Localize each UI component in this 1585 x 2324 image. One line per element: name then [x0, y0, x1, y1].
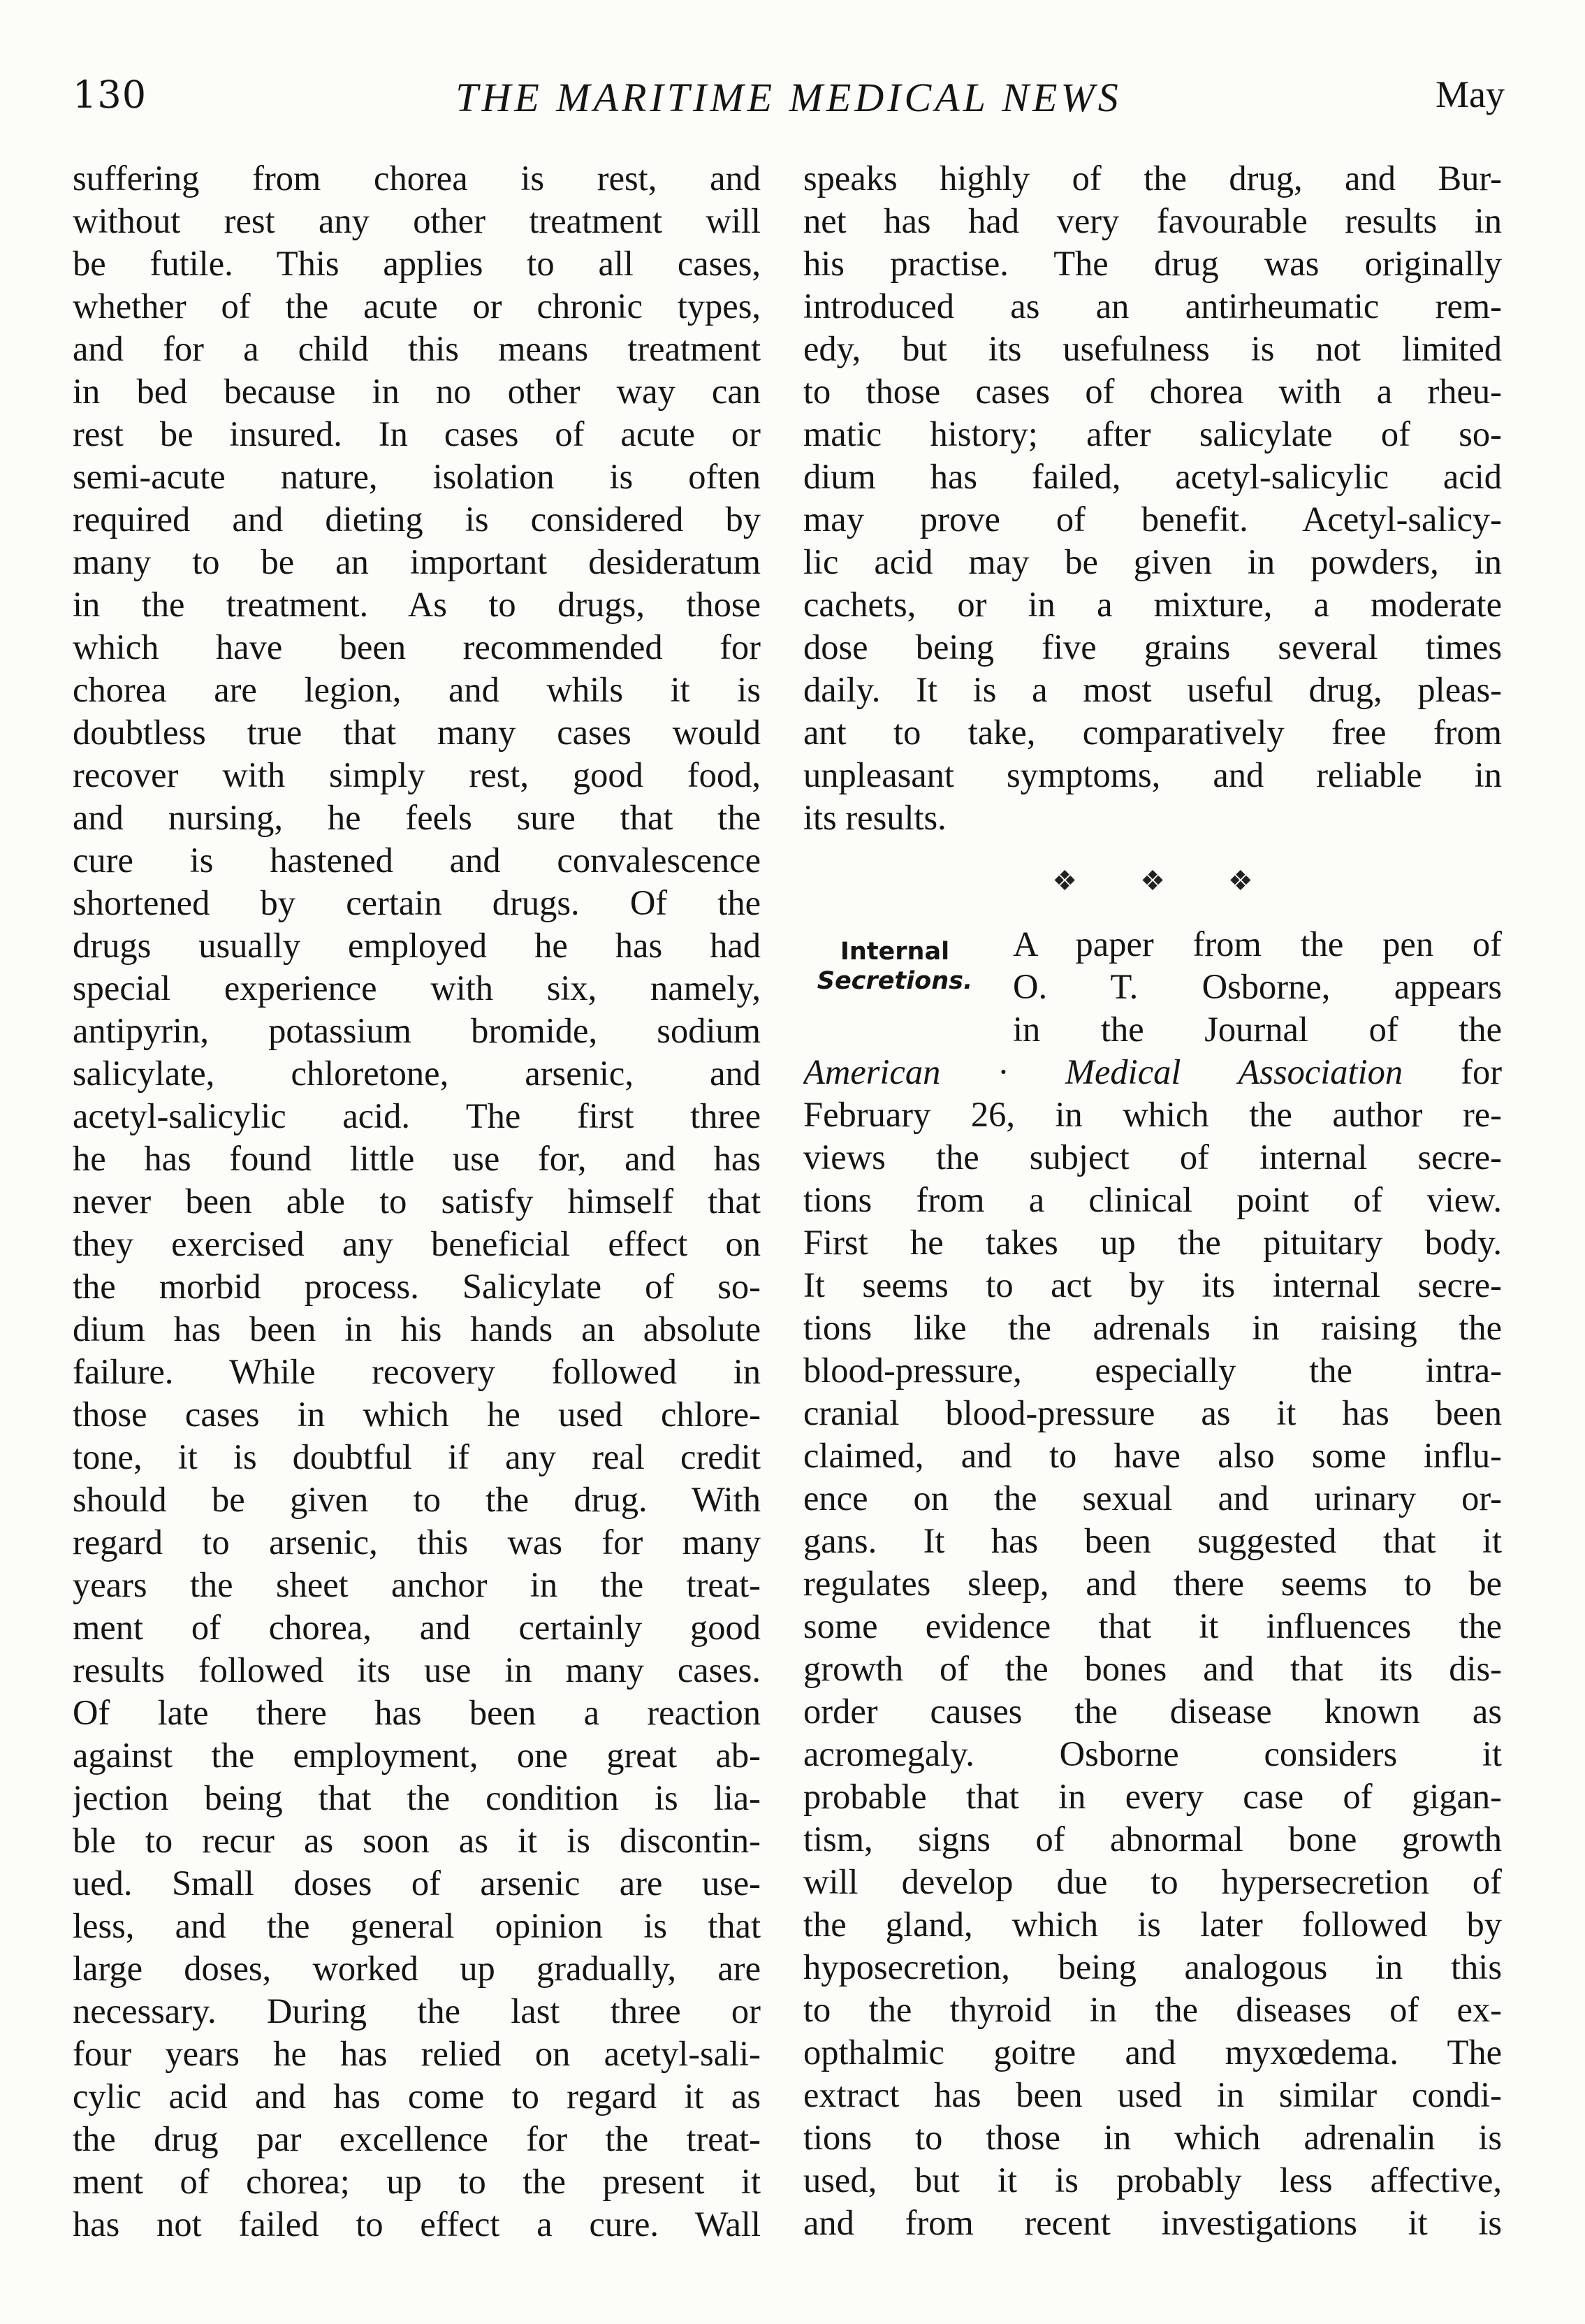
section-body-lines	[803, 1094, 1502, 2244]
text-line: daily. It is a most useful drug, pleas-	[803, 670, 1502, 709]
text-line: ment of chorea, and certainly good	[73, 1608, 761, 1647]
text-line: O. T. Osborne, appears	[1013, 967, 1502, 1006]
text-line: four years he has relied on acetyl-sali-	[73, 2034, 761, 2073]
text-line: cachets, or in a mixture, a moderate	[803, 585, 1502, 624]
text-line: opthalmic goitre and myxœdema. The	[803, 2033, 1502, 2072]
right-column-continuation	[803, 157, 1502, 839]
running-header	[73, 73, 1505, 129]
text-line: chorea are legion, and whils it is	[73, 670, 761, 709]
text-line: the gland, which is later followed by	[803, 1905, 1502, 1944]
text-line: be futile. This applies to all cases,	[73, 244, 761, 283]
text-line: jection being that the condition is lia-	[73, 1778, 761, 1817]
text-line: tions to those in which adrenalin is	[803, 2118, 1502, 2157]
text-line: views the subject of internal secre-	[803, 1138, 1502, 1177]
text-line: failure. While recovery followed in	[73, 1352, 761, 1391]
text-line: his practise. The drug was originally	[803, 244, 1502, 283]
text-line	[803, 1051, 1502, 1094]
text-line: antipyrin, potassium bromide, sodium	[73, 1011, 761, 1050]
text-line: regulates sleep, and there seems to be	[803, 1564, 1502, 1603]
text-line: recover with simply rest, good food,	[73, 755, 761, 794]
text-line: dium has failed, acetyl-salicylic acid	[803, 457, 1502, 496]
page-number: 130	[73, 73, 147, 117]
text-line: large doses, worked up gradually, are	[73, 1949, 761, 1988]
text-line: gans. It has been suggested that it	[803, 1521, 1502, 1560]
text-line: will develop due to hypersecretion of	[803, 1862, 1502, 1901]
text-line: may prove of benefit. Acetyl-salicy-	[803, 500, 1502, 539]
text-line: they exercised any beneficial effect on	[73, 1224, 761, 1263]
issue-month: May	[1436, 73, 1505, 115]
text-line: acetyl-salicylic acid. The first three	[73, 1096, 761, 1135]
text-line: ment of chorea; up to the present it	[73, 2162, 761, 2201]
text-line: tism, signs of abnormal bone growth	[803, 1820, 1502, 1859]
text-line: used, but it is probably less affective,	[803, 2160, 1502, 2200]
text-line: required and dieting is considered by	[73, 500, 761, 539]
journal-title: THE MARITIME MEDICAL NEWS	[455, 75, 1122, 120]
text-line: in the Journal of the	[1013, 1010, 1502, 1049]
text-line: drugs usually employed he has had	[73, 926, 761, 965]
text-line: regard to arsenic, this was for many	[73, 1523, 761, 1562]
text-line: doubtless true that many cases would	[73, 713, 761, 752]
text-line: tone, it is doubtful if any real credit	[73, 1437, 761, 1476]
text-line: introduced as an antirheumatic rem-	[803, 286, 1502, 326]
text-line: dose being five grains several times	[803, 627, 1502, 667]
internal-secretions-section	[803, 923, 1502, 2244]
text-line: speaks highly of the drug, and Bur-	[803, 159, 1502, 198]
text-line: which have been recommended for	[73, 627, 761, 667]
text-line: in the treatment. As to drugs, those	[73, 585, 761, 624]
text-line: to the thyroid in the diseases of ex-	[803, 1990, 1502, 2029]
text-line: lic acid may be given in powders, in	[803, 542, 1502, 581]
text-line: has not failed to effect a cure. Wall	[73, 2205, 761, 2244]
text-line: the morbid process. Salicylate of so-	[73, 1267, 761, 1306]
text-line: without rest any other treatment will	[73, 201, 761, 240]
text-line: growth of the bones and that its dis-	[803, 1649, 1502, 1688]
text-line: acromegaly. Osborne considers it	[803, 1734, 1502, 1773]
text-line: First he takes up the pituitary body.	[803, 1223, 1502, 1262]
text-line: unpleasant symptoms, and reliable in	[803, 755, 1502, 794]
text-line: A paper from the pen of	[1013, 924, 1502, 964]
text-line: ant to take, comparatively free from	[803, 713, 1502, 752]
text-line: cranial blood-pressure as it has been	[803, 1393, 1502, 1432]
text-line: February 26, in which the author re-	[803, 1095, 1502, 1134]
text-line: Of late there has been a reaction	[73, 1693, 761, 1732]
text-line: semi-acute nature, isolation is often	[73, 457, 761, 496]
text-line: tions from a clinical point of view.	[803, 1180, 1502, 1219]
text-line: hyposecretion, being analogous in this	[803, 1947, 1502, 1987]
text-line: tions like the adrenals in raising the	[803, 1308, 1502, 1347]
text-line: should be given to the drug. With	[73, 1480, 761, 1519]
text-line: order causes the disease known as	[803, 1692, 1502, 1731]
text-line: to those cases of chorea with a rheu-	[803, 372, 1502, 411]
text-line: never been able to satisfy himself that	[73, 1182, 761, 1221]
text-line: It seems to act by its internal secre-	[803, 1265, 1502, 1305]
section-sidehead	[803, 937, 986, 996]
sidehead-line-2: Secretions.	[817, 967, 973, 995]
text-line: blood-pressure, especially the intra-	[803, 1351, 1502, 1390]
left-column	[73, 157, 761, 2246]
text-line: probable that in every case of gigan-	[803, 1777, 1502, 1816]
text-line: its results.	[803, 798, 947, 837]
text-line: edy, but its usefulness is not limited	[803, 329, 1502, 368]
text-line: special experience with six, namely,	[73, 968, 761, 1008]
text-line: extract has been used in similar condi-	[803, 2075, 1502, 2114]
text-line: rest be insured. In cases of acute or	[73, 414, 761, 453]
text-line: and for a child this means treatment	[73, 329, 761, 368]
text-line: years the sheet anchor in the treat-	[73, 1565, 761, 1604]
text-line: against the employment, one great ab-	[73, 1736, 761, 1775]
text-line: results followed its use in many cases.	[73, 1650, 761, 1690]
section-indented-lines	[1013, 923, 1502, 1051]
text-line: cylic acid and has come to regard it as	[73, 2077, 761, 2116]
text-line: ence on the sexual and urinary or-	[803, 1479, 1502, 1518]
text-line: shortened by certain drugs. Of the	[73, 883, 761, 922]
text-line: whether of the acute or chronic types,	[73, 286, 761, 326]
text-line: many to be an important desideratum	[73, 542, 761, 581]
text-line: and from recent investigations it is	[803, 2203, 1502, 2242]
text-line: ble to recur as soon as it is discontin-	[73, 1821, 761, 1860]
text-line: net has had very favourable results in	[803, 201, 1502, 240]
text-line: and nursing, he feels sure that the	[73, 798, 761, 837]
sidehead-line-1: Internal	[840, 938, 950, 966]
section-divider-ornament: ❖ ❖ ❖	[1052, 865, 1281, 896]
text-line: ued. Small doses of arsenic are use-	[73, 1864, 761, 1903]
text-line: some evidence that it influences the	[803, 1606, 1502, 1646]
text-line: suffering from chorea is rest, and	[73, 159, 761, 198]
text-line: less, and the general opinion is that	[73, 1906, 761, 1945]
text-line: salicylate, chloretone, arsenic, and	[73, 1054, 761, 1093]
text-line: those cases in which he used chlore-	[73, 1395, 761, 1434]
journal-line-rest: for	[1461, 1052, 1502, 1091]
text-line: claimed, and to have also some influ-	[803, 1436, 1502, 1475]
text-line: matic history; after salicylate of so-	[803, 414, 1502, 453]
journal-name-italic: American · Medical Association	[803, 1052, 1403, 1091]
text-line: the drug par excellence for the treat-	[73, 2119, 761, 2158]
text-line: in bed because in no other way can	[73, 372, 761, 411]
text-line: he has found little use for, and has	[73, 1139, 761, 1178]
right-column	[803, 157, 1502, 2244]
text-line: dium has been in his hands an absolute	[73, 1309, 761, 1349]
text-line: necessary. During the last three or	[73, 1991, 761, 2031]
text-line: cure is hastened and convalescence	[73, 841, 761, 880]
